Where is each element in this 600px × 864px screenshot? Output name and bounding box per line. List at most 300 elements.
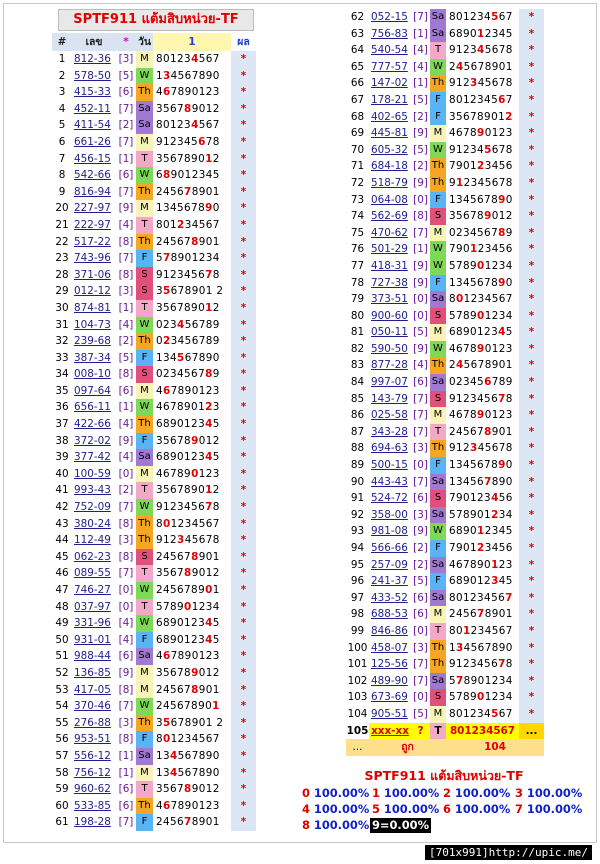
seq-prefix: 6 (156, 169, 164, 182)
row-result-star: * (231, 267, 256, 284)
row-code[interactable]: 756-83 (371, 27, 408, 40)
row-code[interactable]: 422-66 (74, 418, 111, 431)
row-code[interactable]: 089-55 (74, 567, 111, 580)
row-code[interactable]: 104-73 (74, 318, 111, 331)
seq-hit-digit: 4 (191, 119, 199, 132)
row-code[interactable]: 064-08 (371, 193, 408, 206)
stat-digit: 7 (515, 802, 527, 816)
seq-prefix: 35678 (156, 666, 192, 679)
row-code[interactable]: 445-81 (371, 127, 408, 140)
seq-suffix: 8 (505, 658, 513, 671)
seq-prefix: 7901 (449, 160, 478, 173)
row-code[interactable]: 198-28 (74, 816, 111, 829)
row-day: Th (430, 357, 446, 374)
table-row (346, 457, 544, 474)
pending-day: T (430, 723, 446, 740)
row-code[interactable]: 874-81 (74, 301, 111, 314)
table-row (346, 557, 544, 574)
row-code[interactable]: 524-72 (371, 492, 408, 505)
row-code[interactable]: 239-68 (74, 335, 111, 348)
row-code[interactable]: 743-96 (74, 252, 111, 265)
row-code[interactable]: 418-31 (371, 259, 408, 272)
row-code[interactable]: 112-49 (74, 534, 111, 547)
seq-hit-digit: 9 (477, 127, 485, 140)
row-code[interactable]: 387-34 (74, 351, 111, 364)
row-day: W (430, 59, 446, 76)
row-code[interactable]: 605-32 (371, 143, 408, 156)
table-row (52, 433, 256, 450)
row-number: 92 (350, 508, 365, 521)
row-code[interactable]: 227-97 (74, 202, 111, 215)
table-row (346, 9, 544, 26)
row-result-star: * (231, 798, 256, 815)
seq-prefix: 6890123 (156, 418, 206, 431)
row-number: 48 (55, 600, 69, 613)
seq-suffix: 901 (491, 425, 513, 438)
table-row (346, 341, 544, 358)
row-number: 91 (350, 492, 365, 505)
row-code[interactable]: 960-62 (74, 783, 111, 796)
row-result-star: * (231, 167, 256, 184)
seq-suffix: 9012 (191, 102, 220, 115)
row-code[interactable]: 125-56 (371, 658, 408, 671)
row-code[interactable]: 489-90 (371, 674, 408, 687)
row-day: T (136, 781, 153, 798)
seq-hit-digit: 7 (498, 392, 506, 405)
row-bracket: [7] (413, 11, 428, 23)
stat-digit: 3 (515, 786, 527, 800)
row-sequence (446, 523, 519, 540)
row-bracket: [7] (413, 425, 428, 438)
row-bracket: [3] (118, 285, 134, 298)
row-bracket: [7] (413, 674, 428, 687)
seq-prefix: 0 (156, 335, 164, 348)
row-code[interactable]: 752-09 (74, 501, 111, 514)
row-bracket: [0] (118, 467, 134, 480)
row-code[interactable]: 143-79 (371, 392, 408, 405)
row-code[interactable]: 062-23 (74, 550, 111, 563)
row-code[interactable]: 411-54 (74, 119, 111, 132)
row-number: 29 (55, 285, 69, 298)
seq-prefix: 80 (449, 624, 464, 637)
row-code[interactable]: 812-36 (74, 53, 111, 65)
row-code[interactable]: 540-54 (371, 44, 408, 57)
row-sequence (446, 225, 519, 242)
row-result-star: * (231, 300, 256, 317)
row-day: F (136, 814, 153, 831)
seq-hit-digit: 9 (205, 202, 213, 215)
row-code[interactable]: 100-59 (74, 467, 111, 480)
row-code[interactable]: 178-21 (371, 93, 408, 106)
seq-prefix: 8 (156, 733, 164, 746)
seq-prefix: 2 (449, 60, 457, 73)
row-code[interactable]: 097-64 (74, 384, 111, 397)
row-bracket: [3] (413, 442, 428, 455)
seq-prefix: 02345 (449, 376, 485, 389)
table-row (52, 234, 256, 251)
row-day: S (136, 366, 153, 383)
row-code[interactable]: 501-29 (371, 243, 408, 256)
row-code[interactable]: 500-15 (371, 459, 408, 472)
row-code[interactable]: 673-69 (371, 691, 408, 704)
row-result-star: * (231, 217, 256, 234)
row-code[interactable]: 257-09 (371, 558, 408, 571)
row-code[interactable]: 012-12 (74, 285, 111, 298)
row-result-star: * (519, 424, 544, 441)
row-code[interactable]: 533-85 (74, 799, 111, 812)
seq-prefix: 4 (156, 799, 164, 812)
row-code[interactable]: 997-07 (371, 376, 408, 389)
seq-suffix: 2 (212, 152, 220, 165)
seq-suffix: 567 (198, 119, 220, 132)
row-code[interactable]: 688-53 (371, 608, 408, 621)
row-day: T (136, 151, 153, 168)
seq-suffix: 0123 (484, 127, 513, 140)
row-number: 74 (350, 210, 365, 223)
row-code[interactable]: 371-06 (74, 268, 111, 281)
row-code[interactable]: 402-65 (371, 110, 408, 123)
row-day: W (136, 582, 153, 599)
seq-suffix: 1234567 (170, 733, 220, 746)
seq-suffix: 8901 (484, 608, 513, 621)
table-row (52, 648, 256, 665)
row-bracket: [4] (413, 359, 428, 372)
seq-hit-digit: 8 (498, 226, 506, 239)
row-code[interactable]: 877-28 (371, 359, 408, 372)
seq-suffix: 9012345 (170, 169, 220, 182)
seq-suffix: 0 (505, 276, 513, 289)
seq-prefix: 3567890 (156, 484, 206, 497)
row-bracket: [4] (118, 633, 134, 646)
row-bracket: [1] (413, 27, 428, 40)
row-day: W (136, 698, 153, 715)
seq-hit-digit: 5 (491, 707, 499, 720)
row-result-star: * (231, 117, 256, 134)
row-sequence (446, 357, 519, 374)
seq-hit-digit: 4 (205, 418, 213, 431)
seq-hit-digit: 7 (456, 674, 464, 687)
row-code[interactable]: 988-44 (74, 650, 111, 663)
row-result-star: * (519, 158, 544, 175)
seq-prefix: 91234 (449, 143, 485, 156)
row-code[interactable]: 358-00 (371, 508, 408, 521)
seq-prefix: 912 (449, 77, 471, 90)
row-code[interactable]: 931-01 (74, 633, 111, 646)
row-code[interactable]: 661-26 (74, 135, 111, 148)
row-sequence (153, 317, 231, 334)
row-day: M (136, 665, 153, 682)
row-code[interactable]: 684-18 (371, 160, 408, 173)
row-code[interactable]: 222-97 (74, 218, 111, 231)
row-code[interactable]: 905-51 (371, 707, 408, 720)
row-code[interactable]: 343-28 (371, 425, 408, 438)
seq-prefix: 5 (156, 252, 164, 265)
table-row (346, 59, 544, 76)
row-code[interactable]: 777-57 (371, 60, 408, 73)
row-result-star: * (231, 665, 256, 682)
row-result-star: * (231, 433, 256, 450)
row-number: 57 (55, 749, 69, 762)
row-code[interactable]: 037-97 (74, 600, 111, 613)
row-code[interactable]: 900-60 (371, 309, 408, 322)
table-row (52, 549, 256, 566)
seq-suffix: 901 (198, 550, 220, 563)
row-number: 89 (350, 459, 365, 472)
row-code[interactable]: 372-02 (74, 434, 111, 447)
row-code[interactable]: 415-33 (74, 86, 111, 99)
row-sequence (446, 308, 519, 325)
row-code[interactable]: 756-12 (74, 766, 111, 779)
row-bracket: [3] (118, 53, 134, 65)
row-number: 102 (347, 674, 368, 687)
row-code[interactable]: 050-11 (371, 326, 408, 339)
row-code[interactable]: 373-51 (371, 293, 408, 306)
row-number: 68 (350, 110, 365, 123)
seq-suffix: 5 (212, 617, 220, 630)
seq-hit-digit: 1 (463, 624, 471, 637)
row-sequence (446, 324, 519, 341)
row-result-star: * (231, 731, 256, 748)
row-bracket: [6] (118, 86, 134, 99)
seq-suffix: 2345678 (463, 176, 513, 189)
row-bracket: [1] (118, 301, 134, 314)
seq-suffix: 1234567 (170, 517, 220, 530)
row-result-star: * (519, 109, 544, 126)
row-code[interactable]: 370-46 (74, 700, 111, 713)
seq-prefix: 467890 (449, 558, 492, 571)
row-number: 58 (55, 766, 69, 779)
row-result-star: * (231, 466, 256, 483)
row-code[interactable]: 566-66 (371, 542, 408, 554)
seq-prefix: 3567 (156, 783, 185, 796)
seq-prefix: 1 (156, 69, 164, 82)
row-day: T (430, 424, 446, 441)
row-day: W (430, 241, 446, 258)
row-day: Th (430, 158, 446, 175)
row-number: 31 (55, 318, 69, 331)
row-code[interactable]: 993-43 (74, 484, 111, 497)
row-code[interactable]: 517-22 (74, 235, 111, 248)
row-result-star: * (231, 615, 256, 632)
row-code[interactable]: 433-52 (371, 591, 408, 604)
row-day: T (136, 599, 153, 616)
row-day: T (430, 42, 446, 59)
page-title: SPTF911 แต้มสิบหน่วย-TF (58, 9, 254, 31)
row-code[interactable]: 578-50 (74, 69, 111, 82)
row-bracket: [0] (413, 193, 428, 206)
table-row (52, 366, 256, 383)
row-result-star: * (519, 275, 544, 292)
table-row (52, 134, 256, 151)
row-code[interactable]: 518-79 (371, 176, 408, 189)
row-code[interactable]: 331-96 (74, 617, 111, 630)
stat-digit: 6 (443, 802, 455, 816)
row-day: F (136, 632, 153, 649)
row-day: W (136, 167, 153, 184)
row-code[interactable]: 377-42 (74, 451, 111, 464)
seq-hit-digit: 3 (177, 534, 185, 547)
row-day: Sa (430, 374, 446, 391)
table-row (52, 698, 256, 715)
row-bracket: [7] (413, 475, 428, 488)
row-bracket: [7] (118, 102, 134, 115)
table-row (52, 814, 256, 831)
row-result-star: * (519, 92, 544, 109)
table-row (346, 42, 544, 59)
row-code[interactable]: 025-58 (371, 409, 408, 422)
row-code[interactable]: 846-86 (371, 624, 408, 637)
row-code[interactable]: 694-63 (371, 442, 408, 455)
row-bracket: [9] (413, 276, 428, 289)
row-day: Sa (136, 117, 153, 134)
seq-hit-digit: 0 (456, 293, 464, 306)
row-code[interactable]: 981-08 (371, 525, 408, 538)
row-sequence (446, 374, 519, 391)
row-day: M (430, 706, 446, 723)
seq-prefix: 4 (156, 86, 164, 99)
seq-hit-digit: 8 (191, 550, 199, 563)
seq-prefix: 5789 (156, 600, 185, 613)
seq-prefix: 9 (449, 176, 457, 189)
row-code[interactable]: 380-24 (74, 517, 111, 530)
row-day: S (136, 283, 153, 300)
row-bracket: [2] (118, 119, 134, 132)
row-code[interactable]: 746-27 (74, 584, 111, 596)
row-result-star: * (519, 391, 544, 408)
seq-hit-digit: 7 (484, 475, 492, 488)
row-sequence (153, 731, 231, 748)
row-result-star: * (231, 399, 256, 416)
row-code[interactable]: 452-11 (74, 102, 111, 115)
seq-hit-digit: 2 (491, 508, 499, 521)
row-code[interactable]: 556-12 (74, 749, 111, 762)
row-day: S (136, 549, 153, 566)
row-code[interactable]: 953-51 (74, 733, 111, 746)
seq-suffix: 23 (498, 558, 513, 571)
row-code[interactable]: 727-38 (371, 276, 408, 289)
row-bracket: [0] (118, 600, 134, 613)
seq-hit-digit: 5 (491, 11, 499, 23)
row-number: 88 (350, 442, 365, 455)
stat-percent: 100.00% (313, 786, 370, 800)
summary-dots: ... (346, 739, 369, 756)
row-code[interactable]: 276-88 (74, 716, 111, 729)
row-number: 101 (347, 658, 368, 671)
seq-hit-digit: 4 (205, 617, 213, 630)
row-sequence (153, 499, 231, 516)
seq-hit-digit: 2 (477, 160, 485, 173)
row-code[interactable]: 443-43 (371, 475, 408, 488)
seq-prefix: 13 (156, 766, 171, 779)
seq-suffix: 5 (505, 326, 513, 339)
row-day: M (136, 466, 153, 483)
row-code[interactable]: 052-15 (371, 11, 408, 23)
row-sequence (446, 573, 519, 590)
row-day: S (136, 267, 153, 284)
seq-hit-digit: 0 (163, 733, 171, 746)
row-code[interactable]: 417-05 (74, 683, 111, 696)
row-sequence (153, 250, 231, 267)
seq-prefix: 0234567 (156, 368, 206, 381)
stat-percent: 100.00% (383, 802, 440, 816)
row-result-star: * (519, 175, 544, 192)
row-bracket: [6] (413, 492, 428, 505)
row-number: 30 (55, 301, 69, 314)
row-day: F (136, 731, 153, 748)
row-code[interactable]: 542-66 (74, 169, 111, 182)
row-code[interactable]: 656-11 (74, 401, 111, 414)
row-day: M (136, 682, 153, 699)
row-code[interactable]: 816-94 (74, 185, 111, 198)
row-result-star: * (231, 516, 256, 533)
row-number: 77 (350, 259, 365, 272)
seq-hit-digit: 9 (477, 409, 485, 422)
seq-prefix: 80123 (156, 119, 192, 132)
row-day: M (136, 765, 153, 782)
seq-prefix: 80123456 (449, 591, 506, 604)
seq-suffix: 3456789 (170, 335, 220, 348)
table-row (52, 101, 256, 118)
row-sequence (446, 9, 519, 26)
row-bracket: [9] (118, 434, 134, 447)
seq-hit-digit: 8 (184, 783, 192, 796)
row-code[interactable]: 470-62 (371, 226, 408, 239)
row-number: 4 (58, 102, 66, 115)
row-bracket: [3] (413, 508, 428, 521)
seq-hit-digit: 8 (184, 102, 192, 115)
seq-suffix: 0 (505, 193, 513, 206)
table-row (52, 283, 256, 300)
stat-item (515, 802, 582, 817)
row-code[interactable]: 458-07 (371, 641, 408, 654)
row-day: F (136, 350, 153, 367)
table-row (346, 507, 544, 524)
row-day: W (430, 341, 446, 358)
row-number: 72 (350, 176, 365, 189)
seq-hit-digit: 4 (191, 53, 199, 65)
seq-suffix: 45678 (477, 442, 513, 455)
stat-digit: 0 (302, 786, 314, 800)
row-sequence (446, 158, 519, 175)
seq-suffix: 8901234 (170, 252, 220, 265)
row-code[interactable]: 241-37 (371, 575, 408, 588)
seq-prefix: 8 (156, 517, 164, 530)
row-code[interactable]: 136-85 (74, 666, 111, 679)
row-number: 38 (55, 434, 69, 447)
row-result-star: * (231, 582, 256, 599)
row-bracket: [7] (118, 501, 134, 514)
seq-hit-digit: 6 (163, 799, 171, 812)
row-code[interactable]: 456-15 (74, 152, 111, 165)
seq-hit-digit: 5 (177, 351, 185, 364)
row-bracket: [9] (118, 202, 134, 215)
row-number: 47 (55, 584, 69, 596)
row-code[interactable]: 590-50 (371, 342, 408, 355)
table-row (346, 490, 544, 507)
seq-suffix: 0123 (484, 342, 513, 355)
row-code[interactable]: 008-10 (74, 368, 111, 381)
row-bracket: [4] (118, 451, 134, 464)
row-result-star: * (519, 125, 544, 142)
seq-hit-digit: 4 (498, 326, 506, 339)
table-row (52, 748, 256, 765)
seq-suffix: 890 (491, 475, 513, 488)
row-code[interactable]: 147-02 (371, 77, 408, 90)
seq-suffix: 45678 (184, 534, 220, 547)
row-result-star: * (231, 698, 256, 715)
row-code[interactable]: 562-69 (371, 210, 408, 223)
row-bracket: [1] (118, 152, 134, 165)
